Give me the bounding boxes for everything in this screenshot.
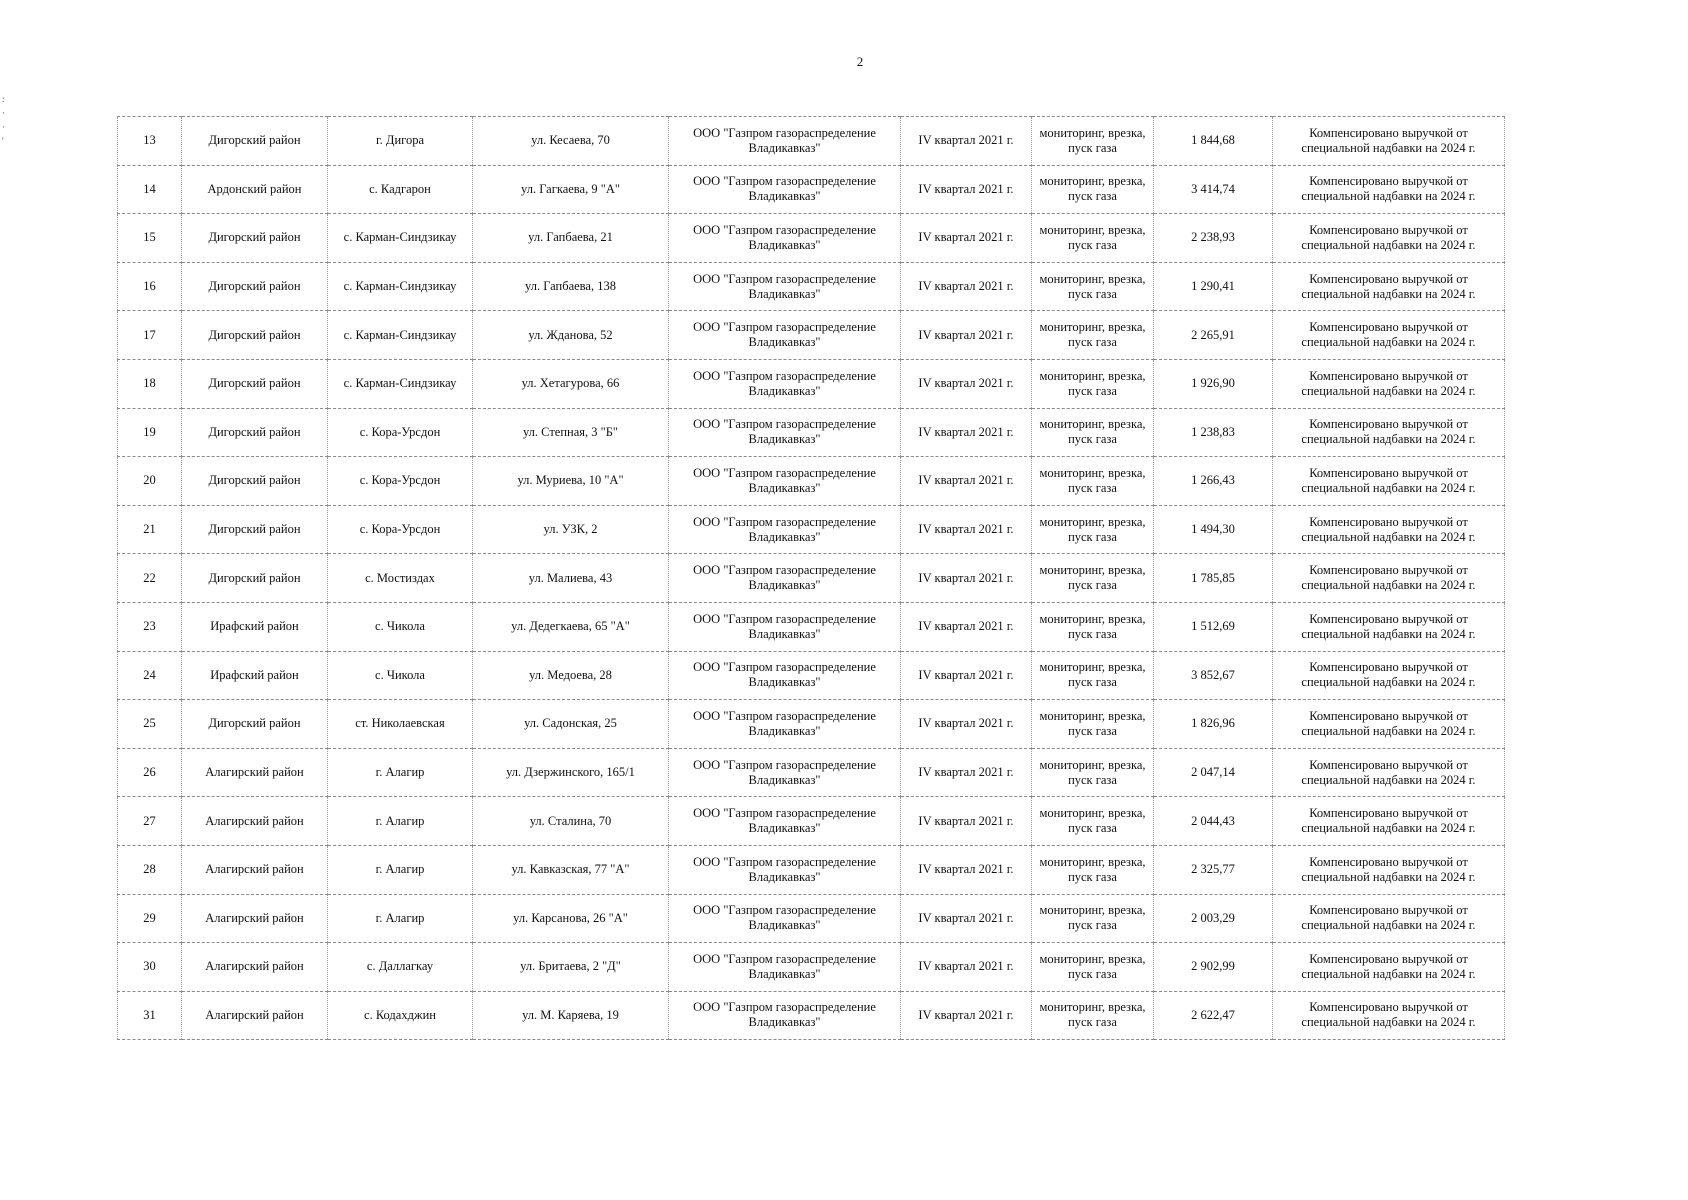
row-number: 29: [118, 894, 182, 943]
settlement-cell: с. Даллагкау: [328, 943, 473, 992]
district-cell: Алагирский район: [182, 748, 328, 797]
quarter-cell: IV квартал 2021 г.: [901, 894, 1032, 943]
works-cell: мониторинг, врезка, пуск газа: [1032, 262, 1154, 311]
amount-cell: 1 844,68: [1154, 117, 1273, 166]
settlement-cell: с. Карман-Синдзикау: [328, 359, 473, 408]
note-cell: Компенсировано выручкой от специальной надбавки на 2024 г.: [1273, 602, 1505, 651]
works-cell: мониторинг, врезка, пуск газа: [1032, 748, 1154, 797]
amount-cell: 2 265,91: [1154, 311, 1273, 360]
street-cell: ул. Дедегкаева, 65 "А": [473, 602, 669, 651]
street-cell: ул. Садонская, 25: [473, 700, 669, 749]
row-number: 14: [118, 165, 182, 214]
note-cell: Компенсировано выручкой от специальной надбавки на 2024 г.: [1273, 797, 1505, 846]
works-cell: мониторинг, врезка, пуск газа: [1032, 165, 1154, 214]
registry-table: [117, 116, 1505, 1040]
organization-cell: ООО "Газпром газораспределение Владикавказ": [669, 311, 901, 360]
row-number: 26: [118, 748, 182, 797]
district-cell: Дигорский район: [182, 117, 328, 166]
note-cell: Компенсировано выручкой от специальной надбавки на 2024 г.: [1273, 991, 1505, 1040]
district-cell: Дигорский район: [182, 457, 328, 506]
table-row: [118, 748, 1505, 797]
amount-cell: 1 238,83: [1154, 408, 1273, 457]
row-number: 17: [118, 311, 182, 360]
street-cell: ул. Муриева, 10 "А": [473, 457, 669, 506]
street-cell: ул. Гапбаева, 21: [473, 214, 669, 263]
quarter-cell: IV квартал 2021 г.: [901, 943, 1032, 992]
note-cell: Компенсировано выручкой от специальной надбавки на 2024 г.: [1273, 505, 1505, 554]
settlement-cell: с. Карман-Синдзикау: [328, 214, 473, 263]
amount-cell: 1 785,85: [1154, 554, 1273, 603]
street-cell: ул. Кавказская, 77 "А": [473, 845, 669, 894]
note-cell: Компенсировано выручкой от специальной надбавки на 2024 г.: [1273, 845, 1505, 894]
works-cell: мониторинг, врезка, пуск газа: [1032, 651, 1154, 700]
table-row: [118, 165, 1505, 214]
street-cell: ул. Жданова, 52: [473, 311, 669, 360]
quarter-cell: IV квартал 2021 г.: [901, 651, 1032, 700]
settlement-cell: с. Карман-Синдзикау: [328, 311, 473, 360]
table-row: [118, 943, 1505, 992]
quarter-cell: IV квартал 2021 г.: [901, 797, 1032, 846]
amount-cell: 2 047,14: [1154, 748, 1273, 797]
street-cell: ул. Степная, 3 "Б": [473, 408, 669, 457]
settlement-cell: с. Кадгарон: [328, 165, 473, 214]
organization-cell: ООО "Газпром газораспределение Владикавказ": [669, 554, 901, 603]
table-row: [118, 991, 1505, 1040]
organization-cell: ООО "Газпром газораспределение Владикавказ": [669, 700, 901, 749]
street-cell: ул. Карсанова, 26 "А": [473, 894, 669, 943]
street-cell: ул. Дзержинского, 165/1: [473, 748, 669, 797]
row-number: 25: [118, 700, 182, 749]
table-row: [118, 214, 1505, 263]
row-number: 21: [118, 505, 182, 554]
works-cell: мониторинг, врезка, пуск газа: [1032, 214, 1154, 263]
organization-cell: ООО "Газпром газораспределение Владикавказ": [669, 991, 901, 1040]
organization-cell: ООО "Газпром газораспределение Владикавказ": [669, 748, 901, 797]
organization-cell: ООО "Газпром газораспределение Владикавказ": [669, 845, 901, 894]
table-row: [118, 408, 1505, 457]
amount-cell: 2 044,43: [1154, 797, 1273, 846]
amount-cell: 1 826,96: [1154, 700, 1273, 749]
quarter-cell: IV квартал 2021 г.: [901, 457, 1032, 506]
table-row: [118, 311, 1505, 360]
row-number: 18: [118, 359, 182, 408]
quarter-cell: IV квартал 2021 г.: [901, 505, 1032, 554]
note-cell: Компенсировано выручкой от специальной надбавки на 2024 г.: [1273, 457, 1505, 506]
quarter-cell: IV квартал 2021 г.: [901, 845, 1032, 894]
settlement-cell: г. Алагир: [328, 797, 473, 846]
settlement-cell: г. Алагир: [328, 748, 473, 797]
row-number: 24: [118, 651, 182, 700]
table-row: [118, 651, 1505, 700]
table-row: [118, 117, 1505, 166]
note-cell: Компенсировано выручкой от специальной надбавки на 2024 г.: [1273, 165, 1505, 214]
row-number: 27: [118, 797, 182, 846]
table-row: [118, 554, 1505, 603]
street-cell: ул. Хетагурова, 66: [473, 359, 669, 408]
organization-cell: ООО "Газпром газораспределение Владикавказ": [669, 165, 901, 214]
quarter-cell: IV квартал 2021 г.: [901, 991, 1032, 1040]
organization-cell: ООО "Газпром газораспределение Владикавказ": [669, 505, 901, 554]
amount-cell: 1 494,30: [1154, 505, 1273, 554]
table-row: [118, 700, 1505, 749]
organization-cell: ООО "Газпром газораспределение Владикавказ": [669, 359, 901, 408]
quarter-cell: IV квартал 2021 г.: [901, 602, 1032, 651]
row-number: 16: [118, 262, 182, 311]
settlement-cell: г. Алагир: [328, 845, 473, 894]
organization-cell: ООО "Газпром газораспределение Владикавказ": [669, 408, 901, 457]
note-cell: Компенсировано выручкой от специальной надбавки на 2024 г.: [1273, 311, 1505, 360]
note-cell: Компенсировано выручкой от специальной надбавки на 2024 г.: [1273, 748, 1505, 797]
row-number: 23: [118, 602, 182, 651]
table-row: [118, 457, 1505, 506]
note-cell: Компенсировано выручкой от специальной надбавки на 2024 г.: [1273, 700, 1505, 749]
note-cell: Компенсировано выручкой от специальной надбавки на 2024 г.: [1273, 117, 1505, 166]
street-cell: ул. УЗК, 2: [473, 505, 669, 554]
works-cell: мониторинг, врезка, пуск газа: [1032, 845, 1154, 894]
row-number: 22: [118, 554, 182, 603]
works-cell: мониторинг, врезка, пуск газа: [1032, 991, 1154, 1040]
organization-cell: ООО "Газпром газораспределение Владикавказ": [669, 943, 901, 992]
district-cell: Алагирский район: [182, 943, 328, 992]
page-number: 2: [856, 54, 864, 69]
organization-cell: ООО "Газпром газораспределение Владикавказ": [669, 214, 901, 263]
organization-cell: ООО "Газпром газораспределение Владикавказ": [669, 797, 901, 846]
district-cell: Ардонский район: [182, 165, 328, 214]
works-cell: мониторинг, врезка, пуск газа: [1032, 311, 1154, 360]
amount-cell: 1 290,41: [1154, 262, 1273, 311]
works-cell: мониторинг, врезка, пуск газа: [1032, 457, 1154, 506]
quarter-cell: IV квартал 2021 г.: [901, 165, 1032, 214]
note-cell: Компенсировано выручкой от специальной надбавки на 2024 г.: [1273, 262, 1505, 311]
street-cell: ул. Медоева, 28: [473, 651, 669, 700]
settlement-cell: с. Кора-Урсдон: [328, 505, 473, 554]
settlement-cell: с. Мостиздах: [328, 554, 473, 603]
works-cell: мониторинг, врезка, пуск газа: [1032, 602, 1154, 651]
row-number: 19: [118, 408, 182, 457]
settlement-cell: с. Кора-Урсдон: [328, 457, 473, 506]
note-cell: Компенсировано выручкой от специальной надбавки на 2024 г.: [1273, 214, 1505, 263]
note-cell: Компенсировано выручкой от специальной надбавки на 2024 г.: [1273, 408, 1505, 457]
table-row: [118, 845, 1505, 894]
amount-cell: 2 325,77: [1154, 845, 1273, 894]
street-cell: ул. Малиева, 43: [473, 554, 669, 603]
quarter-cell: IV квартал 2021 г.: [901, 214, 1032, 263]
amount-cell: 2 003,29: [1154, 894, 1273, 943]
district-cell: Ирафский район: [182, 602, 328, 651]
row-number: 28: [118, 845, 182, 894]
amount-cell: 3 852,67: [1154, 651, 1273, 700]
street-cell: ул. Бритаева, 2 "Д": [473, 943, 669, 992]
works-cell: мониторинг, врезка, пуск газа: [1032, 700, 1154, 749]
street-cell: ул. Сталина, 70: [473, 797, 669, 846]
quarter-cell: IV квартал 2021 г.: [901, 311, 1032, 360]
organization-cell: ООО "Газпром газораспределение Владикавказ": [669, 602, 901, 651]
settlement-cell: с. Карман-Синдзикау: [328, 262, 473, 311]
settlement-cell: с. Кодахджин: [328, 991, 473, 1040]
district-cell: Дигорский район: [182, 311, 328, 360]
settlement-cell: с. Кора-Урсдон: [328, 408, 473, 457]
district-cell: Дигорский район: [182, 408, 328, 457]
table-row: [118, 894, 1505, 943]
amount-cell: 2 622,47: [1154, 991, 1273, 1040]
amount-cell: 1 266,43: [1154, 457, 1273, 506]
quarter-cell: IV квартал 2021 г.: [901, 408, 1032, 457]
quarter-cell: IV квартал 2021 г.: [901, 117, 1032, 166]
street-cell: ул. Гагкаева, 9 "А": [473, 165, 669, 214]
note-cell: Компенсировано выручкой от специальной надбавки на 2024 г.: [1273, 943, 1505, 992]
settlement-cell: с. Чикола: [328, 602, 473, 651]
table-row: [118, 505, 1505, 554]
registry-table-body: [118, 117, 1505, 1040]
table-row: [118, 359, 1505, 408]
row-number: 15: [118, 214, 182, 263]
note-cell: Компенсировано выручкой от специальной надбавки на 2024 г.: [1273, 554, 1505, 603]
works-cell: мониторинг, врезка, пуск газа: [1032, 117, 1154, 166]
quarter-cell: IV квартал 2021 г.: [901, 748, 1032, 797]
row-number: 20: [118, 457, 182, 506]
quarter-cell: IV квартал 2021 г.: [901, 554, 1032, 603]
organization-cell: ООО "Газпром газораспределение Владикавказ": [669, 651, 901, 700]
amount-cell: 3 414,74: [1154, 165, 1273, 214]
quarter-cell: IV квартал 2021 г.: [901, 262, 1032, 311]
district-cell: Дигорский район: [182, 505, 328, 554]
works-cell: мониторинг, врезка, пуск газа: [1032, 894, 1154, 943]
settlement-cell: ст. Николаевская: [328, 700, 473, 749]
works-cell: мониторинг, врезка, пуск газа: [1032, 943, 1154, 992]
row-number: 30: [118, 943, 182, 992]
district-cell: Дигорский район: [182, 700, 328, 749]
organization-cell: ООО "Газпром газораспределение Владикавказ": [669, 117, 901, 166]
note-cell: Компенсировано выручкой от специальной надбавки на 2024 г.: [1273, 894, 1505, 943]
scan-margin-marks: : · · ': [2, 94, 5, 146]
note-cell: Компенсировано выручкой от специальной надбавки на 2024 г.: [1273, 359, 1505, 408]
district-cell: Алагирский район: [182, 991, 328, 1040]
amount-cell: 1 926,90: [1154, 359, 1273, 408]
row-number: 13: [118, 117, 182, 166]
district-cell: Алагирский район: [182, 797, 328, 846]
table-row: [118, 602, 1505, 651]
works-cell: мониторинг, врезка, пуск газа: [1032, 554, 1154, 603]
settlement-cell: г. Алагир: [328, 894, 473, 943]
district-cell: Алагирский район: [182, 894, 328, 943]
district-cell: Алагирский район: [182, 845, 328, 894]
table-row: [118, 262, 1505, 311]
street-cell: ул. Гапбаева, 138: [473, 262, 669, 311]
amount-cell: 2 902,99: [1154, 943, 1273, 992]
organization-cell: ООО "Газпром газораспределение Владикавказ": [669, 457, 901, 506]
works-cell: мониторинг, врезка, пуск газа: [1032, 797, 1154, 846]
district-cell: Ирафский район: [182, 651, 328, 700]
district-cell: Дигорский район: [182, 214, 328, 263]
works-cell: мониторинг, врезка, пуск газа: [1032, 359, 1154, 408]
settlement-cell: г. Дигора: [328, 117, 473, 166]
district-cell: Дигорский район: [182, 359, 328, 408]
amount-cell: 1 512,69: [1154, 602, 1273, 651]
works-cell: мониторинг, врезка, пуск газа: [1032, 505, 1154, 554]
amount-cell: 2 238,93: [1154, 214, 1273, 263]
organization-cell: ООО "Газпром газораспределение Владикавказ": [669, 262, 901, 311]
district-cell: Дигорский район: [182, 262, 328, 311]
works-cell: мониторинг, врезка, пуск газа: [1032, 408, 1154, 457]
table-row: [118, 797, 1505, 846]
note-cell: Компенсировано выручкой от специальной надбавки на 2024 г.: [1273, 651, 1505, 700]
district-cell: Дигорский район: [182, 554, 328, 603]
organization-cell: ООО "Газпром газораспределение Владикавказ": [669, 894, 901, 943]
street-cell: ул. М. Каряева, 19: [473, 991, 669, 1040]
settlement-cell: с. Чикола: [328, 651, 473, 700]
street-cell: ул. Кесаева, 70: [473, 117, 669, 166]
quarter-cell: IV квартал 2021 г.: [901, 700, 1032, 749]
row-number: 31: [118, 991, 182, 1040]
quarter-cell: IV квартал 2021 г.: [901, 359, 1032, 408]
